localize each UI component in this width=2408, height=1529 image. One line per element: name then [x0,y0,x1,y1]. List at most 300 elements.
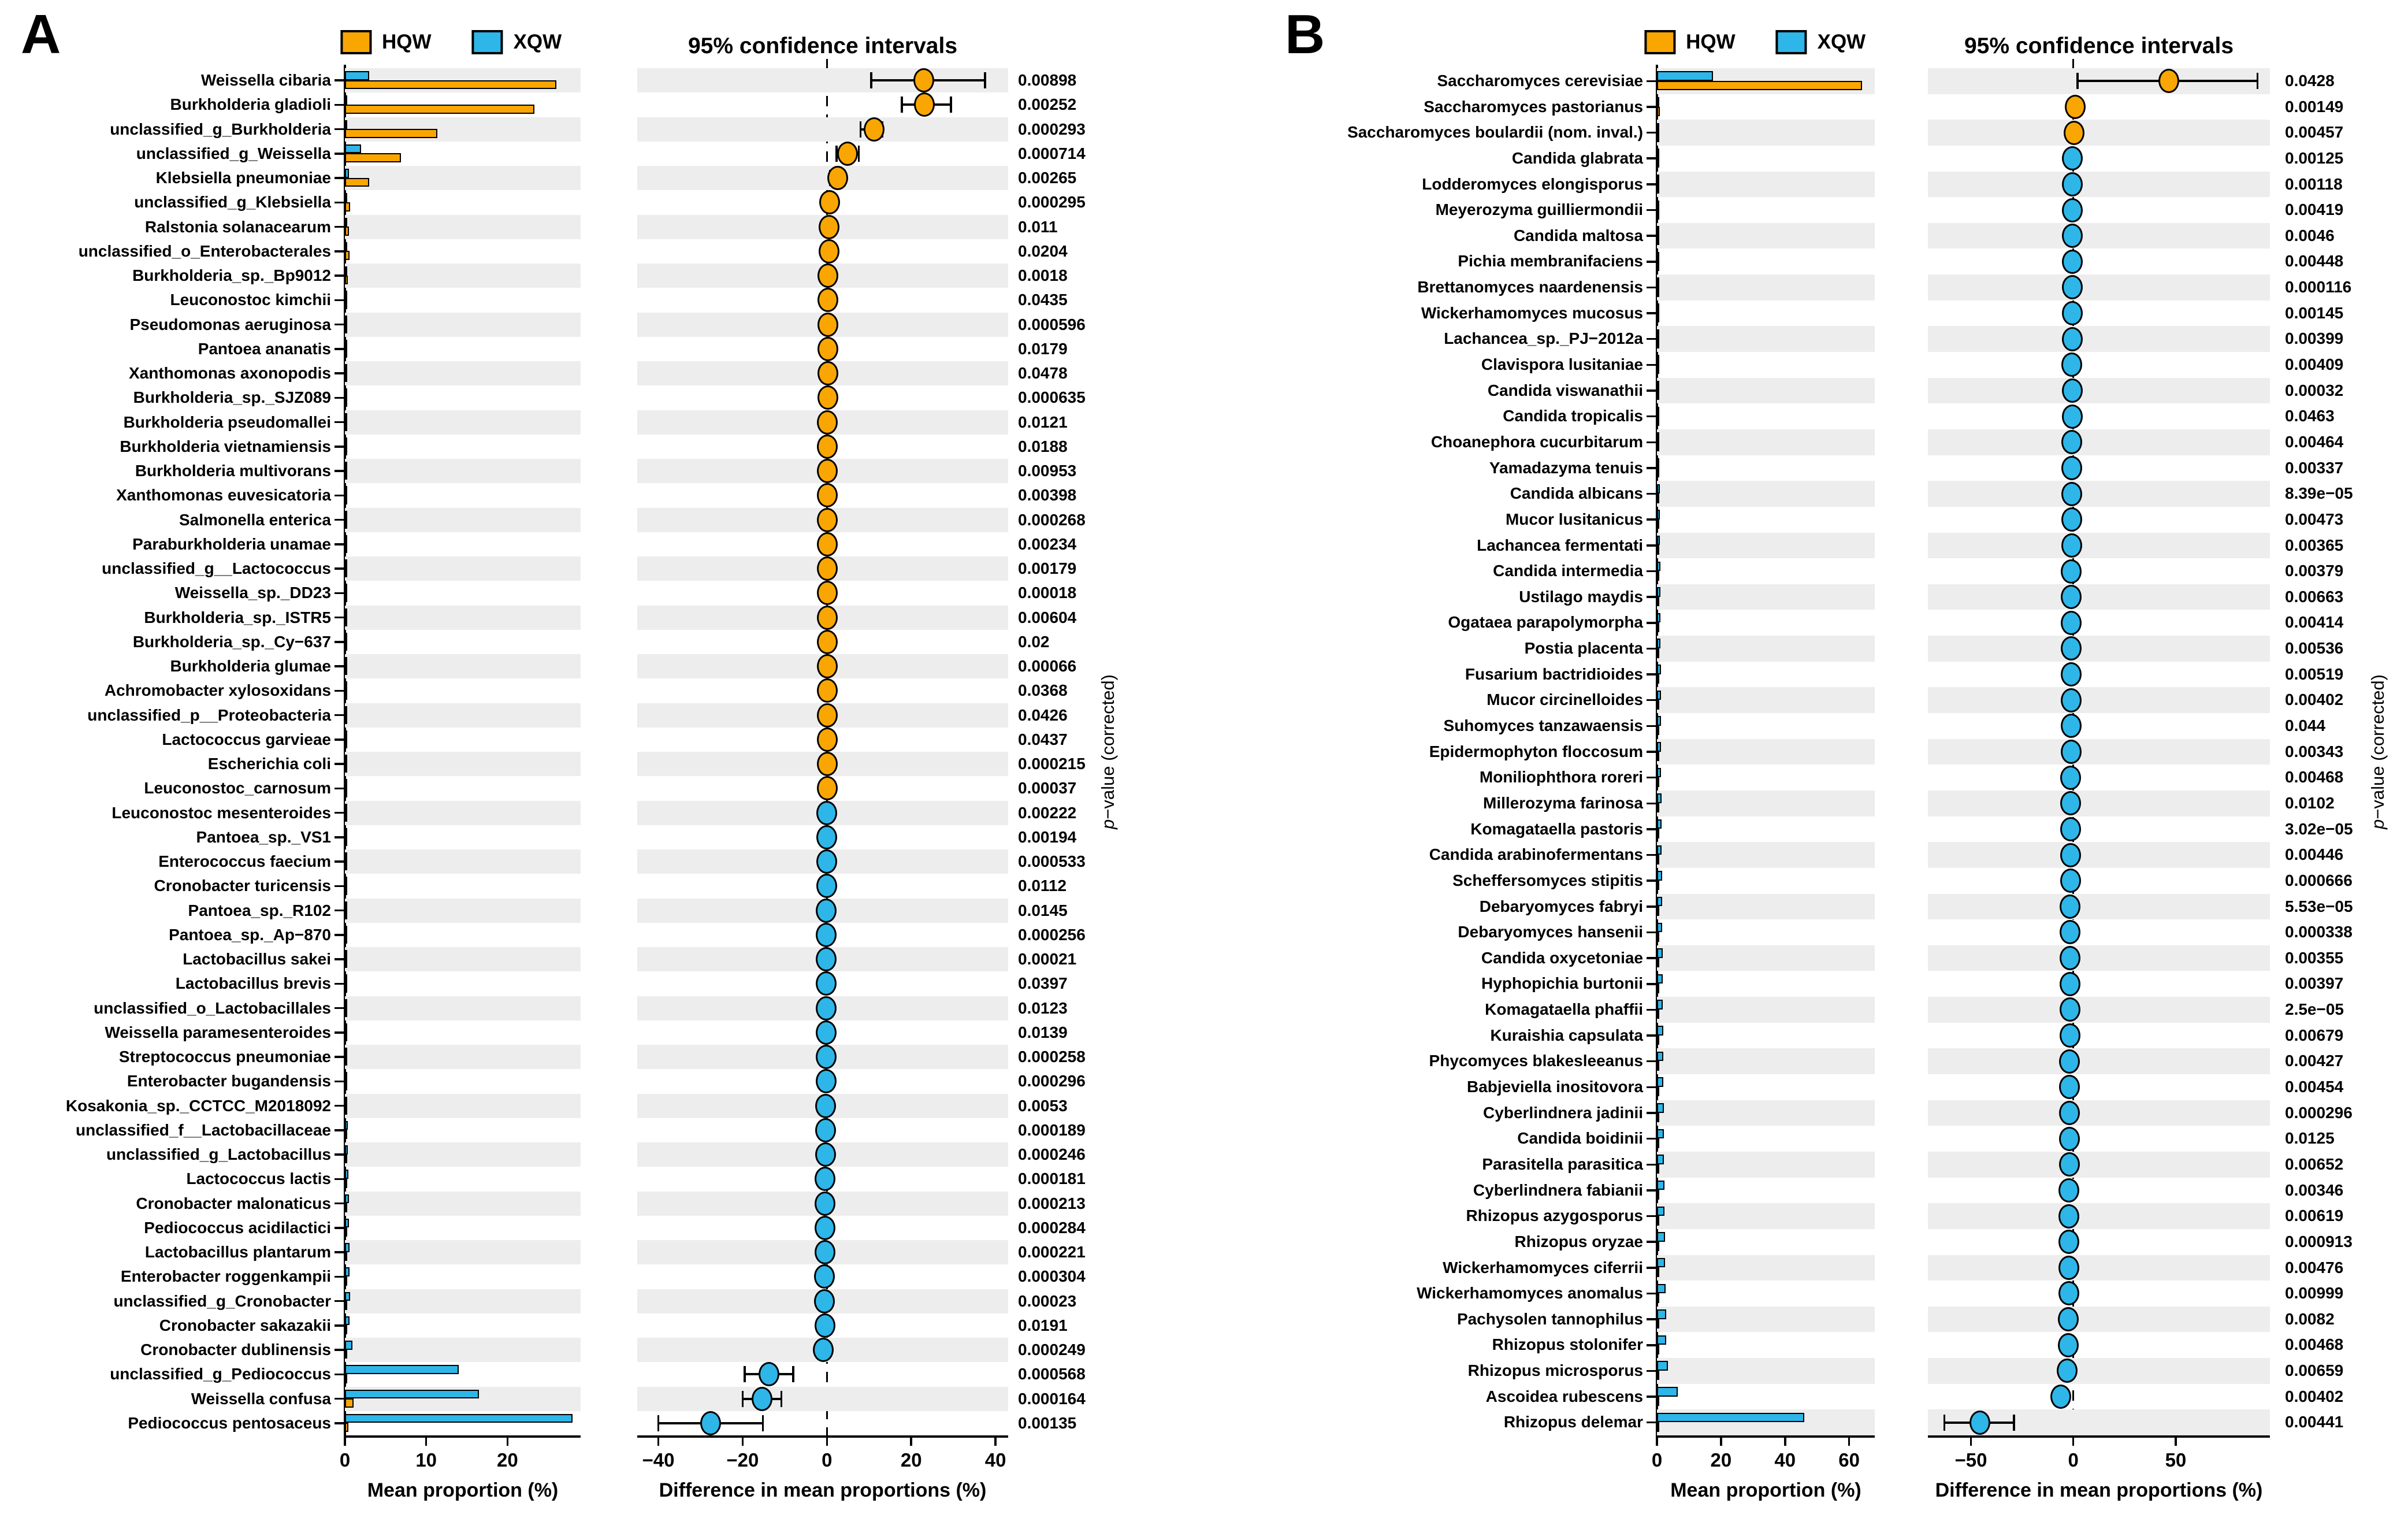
row-stripe [1928,1100,2270,1126]
hqw-bar [345,1057,347,1066]
species-tick [335,958,344,960]
xqw-bar [1657,587,1660,597]
ci-dot [2059,1127,2080,1151]
species-label: unclassified_o_Lactobacillales [94,999,331,1017]
ci-dot [2057,1359,2078,1383]
species-label: Mucor circinelloides [1487,691,1643,709]
ci-cap-high [2013,1415,2015,1431]
xqw-bar [345,1267,350,1276]
mean-axis-tick [425,1435,428,1446]
ci-dot [817,654,838,678]
ci-dot [837,142,858,166]
p-value: 0.000635 [1018,388,1086,407]
row-stripe [1928,894,2270,920]
row-stripe [345,361,581,385]
ci-cap-high [792,1366,794,1382]
species-label: Candida glabrata [1511,149,1643,167]
ci-dot [2061,456,2082,480]
row-stripe [345,849,581,874]
p-value: 0.00234 [1018,535,1077,553]
species-tick [335,372,344,374]
species-tick [335,1349,344,1351]
p-value: 0.000164 [1018,1389,1086,1408]
species-label: Lodderomyces elongisporus [1422,175,1643,193]
species-tick [335,1398,344,1400]
hqw-bar [345,348,347,358]
xqw-bar [1657,1335,1666,1345]
p-value: 0.0426 [1018,706,1068,724]
legend-label-xqw: XQW [1817,31,1866,53]
species-label: Xanthomonas axonopodis [128,364,331,382]
diff-axis-tick [994,1435,997,1446]
hqw-bar [345,422,347,431]
ci-dot [2062,250,2083,274]
xqw-bar [345,804,347,813]
ci-dot [817,556,838,581]
row-stripe [1657,481,1875,507]
p-value: 0.00409 [2285,355,2344,374]
row-stripe [345,1240,581,1264]
hqw-bar [1657,1216,1659,1226]
species-label: Debaryomyces hansenii [1458,923,1643,941]
species-tick [335,763,344,765]
hqw-bar [1657,1190,1659,1200]
row-stripe [637,166,1008,190]
ci-dot [2062,224,2083,248]
species-tick [1647,1138,1656,1140]
xqw-bar [345,266,347,276]
hqw-bar [1657,1371,1659,1380]
ci-cap-high [984,72,986,88]
species-tick [335,812,344,814]
p-value: 0.00179 [1018,559,1077,577]
p-value: 0.00018 [1018,584,1077,602]
species-label: Cyberlindnera fabianii [1473,1181,1643,1199]
species-label: Wickerhamomyces ciferrii [1443,1258,1643,1276]
species-label: unclassified_g_Cronobacter [113,1292,331,1310]
xqw-bar [345,584,347,593]
hqw-bar [1657,932,1659,942]
hqw-bar [1657,855,1659,864]
species-tick [335,1300,344,1302]
species-tick [1647,648,1656,650]
species-label: unclassified_p__Proteobacteria [87,706,331,724]
p-value: 0.00454 [2285,1078,2344,1096]
xqw-bar [1657,613,1660,623]
hqw-bar [1657,1164,1659,1174]
hqw-bar [345,471,347,480]
species-tick [335,983,344,985]
ci-dot [864,117,885,142]
ci-dot [2062,378,2083,403]
row-stripe [345,1338,581,1362]
xqw-bar [1657,923,1662,933]
ci-dot [2061,714,2082,738]
species-label: Weissella cibaria [200,71,331,89]
ci-dot [2060,817,2081,841]
p-value: 0.000568 [1018,1365,1086,1383]
hqw-bar [1657,1036,1659,1045]
species-label: Rhizopus stolonifer [1492,1335,1643,1354]
p-value: 0.00118 [2285,175,2343,193]
xqw-bar [1657,432,1659,442]
species-tick [1647,879,1656,882]
xqw-bar [345,999,347,1008]
hqw-bar [1657,493,1659,503]
p-value: 0.000293 [1018,120,1086,138]
species-label: unclassified_g__Lactococcus [102,559,331,577]
xqw-bar [1657,252,1659,262]
hqw-bar [1657,1010,1659,1019]
ci-dot [815,1142,836,1167]
ci-dot [2060,920,2080,944]
species-label: unclassified_o_Enterobacterales [78,242,331,260]
xqw-bar [1657,1155,1664,1164]
hqw-bar [345,691,347,700]
xqw-bar [345,1048,347,1057]
ci-dot [817,410,838,435]
ci-dot [815,1216,835,1240]
hqw-bar [1657,184,1659,194]
diff-axis-tick [657,1435,660,1446]
species-tick [335,714,344,717]
species-tick [1647,1267,1656,1269]
xqw-bar [1657,1387,1678,1397]
species-tick [1647,1318,1656,1320]
ci-dot [2065,95,2086,119]
row-stripe [345,410,581,435]
ci-dot [2059,1152,2080,1177]
xqw-bar [1657,716,1661,726]
p-value: 0.000714 [1018,144,1086,162]
ci-dot [700,1411,721,1435]
xqw-bar [1657,562,1660,571]
xqw-bar [345,633,347,642]
row-stripe [345,899,581,923]
row-stripe [1657,791,1875,817]
xqw-bar [1657,1309,1666,1319]
p-value: 0.000533 [1018,852,1086,870]
xqw-bar [1657,639,1660,648]
species-tick [335,324,344,326]
pvalue-axis-label: p−value (corrected) [2368,674,2388,829]
species-label: Enterobacter roggenkampii [120,1267,331,1286]
species-label: Wickerhamomyces mucosus [1421,303,1643,322]
species-tick [1647,389,1656,392]
hqw-bar [345,617,347,626]
species-tick [1647,1009,1656,1011]
species-tick [335,641,344,643]
ci-dot [2060,946,2080,970]
hqw-bar [1657,622,1659,632]
p-value: 0.00619 [2285,1207,2344,1225]
species-label: Rhizopus microsporus [1467,1361,1643,1380]
xqw-bar [1657,768,1661,778]
xqw-bar [1657,1413,1804,1423]
species-label: Candida tropicalis [1503,407,1643,425]
hqw-bar [1657,1319,1659,1329]
diff-axis-tick-label: 20 [900,1449,922,1471]
species-tick [335,690,344,692]
panel-letter-A: A [21,3,61,65]
row-stripe [345,1192,581,1216]
p-value: 0.00346 [2285,1181,2344,1199]
row-stripe [1657,172,1875,198]
ci-dot [817,435,838,459]
row-stripe [1657,120,1875,146]
p-value: 0.00419 [2285,201,2344,219]
xqw-bar [345,71,369,80]
xqw-bar [345,437,347,447]
xqw-bar [345,144,361,154]
species-tick [335,79,344,81]
p-value: 0.000258 [1018,1048,1086,1066]
xqw-bar [345,1097,347,1106]
diff-axis-tick-label: −20 [726,1449,759,1471]
hqw-bar [345,276,348,285]
species-tick [1647,1396,1656,1398]
species-tick [335,543,344,545]
row-stripe [1657,1152,1875,1178]
ci-cap-low [901,97,903,113]
row-stripe [1657,1048,1875,1074]
species-label: Scheffersomyces stipitis [1452,871,1643,889]
hqw-swatch-icon [1644,30,1675,54]
xqw-bar [345,242,347,251]
legend-item-hqw [340,30,432,54]
hqw-bar [345,739,347,748]
p-value: 0.00149 [2285,97,2344,116]
ci-dot [2058,1178,2079,1203]
row-stripe [345,313,581,337]
row-stripe [1928,636,2270,662]
ci-dot [2061,740,2082,764]
ci-dot [2061,482,2082,506]
species-tick [335,1178,344,1181]
species-tick [1647,544,1656,547]
diff-axis-line [637,1435,1008,1438]
p-value: 0.00898 [1018,71,1077,89]
xqw-bar [345,462,347,471]
mean-axis-tick-label: 40 [1774,1449,1796,1471]
hqw-bar [345,862,347,871]
species-tick [335,885,344,888]
species-label: Millerozyma farinosa [1483,793,1643,812]
species-label: Pichia membranifaciens [1458,252,1643,270]
hqw-bar [1657,1293,1659,1303]
species-label: Brettanomyces naardenensis [1417,278,1643,296]
p-value: 0.0046 [2285,226,2335,244]
species-label: Lactobacillus brevis [175,974,331,993]
xqw-bar [345,1316,350,1326]
xqw-bar [1657,1129,1664,1139]
p-value: 0.000221 [1018,1243,1086,1261]
row-stripe [345,166,581,190]
species-label: Lactococcus garvieae [162,730,331,748]
hqw-bar [1657,132,1659,142]
xqw-bar [345,901,347,911]
row-stripe [345,1142,581,1167]
p-value: 0.00659 [2285,1361,2344,1380]
species-tick [1647,1164,1656,1166]
p-value: 0.0082 [2285,1309,2335,1328]
hqw-bar [345,1203,347,1212]
species-label: unclassified_g_Burkholderia [110,120,331,138]
p-value: 0.000338 [2285,923,2353,941]
xqw-bar [1657,484,1660,494]
species-tick [1647,1293,1656,1295]
xqw-bar [345,511,347,520]
xqw-bar [345,1145,348,1155]
xqw-bar [1657,458,1659,468]
hqw-bar [1657,881,1659,890]
row-stripe [1928,223,2270,249]
p-value: 0.00679 [2285,1026,2344,1044]
row-stripe [1657,429,1875,455]
species-label: Pantoea_sp._Ap−870 [169,925,331,944]
ci-cap-high [2257,73,2259,89]
diff-axis-tick-label: 40 [984,1449,1006,1471]
p-value: 0.00468 [2285,768,2344,786]
row-stripe [1928,1255,2270,1281]
diff-axis-tick-label: 0 [822,1449,833,1471]
diff-axis-title: Difference in mean proportions (%) [659,1479,987,1501]
species-tick [1647,622,1656,624]
species-tick [335,567,344,570]
p-value: 0.00355 [2285,948,2344,967]
row-stripe [1928,687,2270,713]
species-label: Candida intermedia [1493,562,1643,580]
species-tick [1647,1422,1656,1424]
row-stripe [345,508,581,532]
species-label: unclassified_g_Klebsiella [134,193,331,211]
xqw-swatch-icon [472,30,503,54]
ci-dot [914,92,935,117]
species-tick [335,592,344,595]
p-value: 0.0463 [2285,407,2335,425]
p-value: 0.00464 [2285,432,2344,451]
ci-dot [816,1069,837,1093]
mean-axis-tick-label: 0 [339,1449,351,1471]
p-value: 0.00476 [2285,1258,2344,1276]
species-label: Cronobacter malonaticus [136,1194,331,1212]
species-tick [1647,80,1656,83]
species-label: Escherichia coli [207,755,331,773]
species-tick [1647,183,1656,185]
hqw-bar [1657,597,1659,607]
hqw-bar [345,910,347,919]
p-value: 0.00343 [2285,742,2344,760]
p-value: 0.0478 [1018,364,1068,382]
species-label: Meyerozyma guilliermondii [1435,201,1643,219]
row-stripe [345,996,581,1020]
p-value: 0.00125 [2285,149,2344,167]
hqw-bar [345,788,347,797]
xqw-bar [345,974,347,984]
species-tick [1647,983,1656,985]
species-tick [1647,415,1656,418]
ci-dot [819,239,839,264]
species-tick [335,421,344,424]
ci-dot [815,1313,835,1338]
species-tick [1647,1344,1656,1346]
species-tick [335,1276,344,1278]
ci-dot [2058,1307,2079,1331]
diff-axis-tick-label: 50 [2165,1449,2187,1471]
mean-axis-tick [1784,1435,1786,1446]
row-stripe [345,1094,581,1118]
species-label: Hyphopichia burtonii [1481,974,1643,993]
row-stripe [345,654,581,678]
p-value: 0.0188 [1018,437,1068,455]
xqw-bar [345,1414,573,1423]
xqw-bar [1657,277,1659,287]
xqw-bar [1657,97,1659,107]
xqw-bar [345,1194,349,1204]
hqw-bar [1657,906,1659,916]
hqw-bar [1657,442,1659,452]
species-label: Ogataea parapolymorpha [1448,613,1643,632]
species-tick [335,934,344,936]
ci-dot [2060,997,2080,1022]
diff-axis-line [1928,1435,2270,1438]
diff-axis-tick [2072,1435,2075,1446]
species-tick [335,1105,344,1107]
species-label: Candida oxycetoniae [1481,948,1643,967]
row-stripe [1657,997,1875,1023]
hqw-bar [345,1350,347,1359]
xqw-bar [345,657,347,666]
ci-dot [2058,1333,2079,1357]
legend-label-xqw: XQW [513,31,562,53]
p-value: 0.044 [2285,717,2326,735]
species-tick [1647,1189,1656,1192]
xqw-bar [1657,71,1713,81]
xqw-bar [345,193,347,202]
hqw-bar [345,1301,347,1310]
hqw-bar [345,1276,347,1286]
legend-label-hqw: HQW [382,31,432,53]
xqw-bar [345,1365,459,1374]
hqw-bar [1657,467,1659,477]
species-tick [335,1374,344,1376]
ci-dot [2058,1281,2079,1305]
ci-dot [817,606,838,630]
ci-dot [2060,843,2081,867]
species-label: Enterobacter bugandensis [127,1072,331,1090]
xqw-bar [1657,871,1662,881]
ci-dot [2062,172,2083,196]
p-value: 0.000213 [1018,1194,1086,1212]
row-stripe [345,556,581,581]
species-label: Burkholderia multivorans [135,462,331,480]
species-tick [1647,803,1656,805]
species-label: unclassified_g_Pediococcus [110,1365,331,1383]
species-label: Achromobacter xylosoxidans [104,681,331,700]
xqw-bar [345,1390,479,1399]
hqw-bar [345,1130,347,1139]
species-tick [1647,338,1656,340]
species-tick [1647,905,1656,908]
p-value: 0.0145 [1018,901,1068,919]
xqw-bar [345,291,347,300]
row-stripe [1928,429,2270,455]
species-tick [1647,1086,1656,1089]
ci-dot [816,874,837,898]
species-label: Leuconostoc mesenteroides [112,803,331,822]
ci-dot [2060,766,2081,790]
ci-dot [815,1192,835,1216]
